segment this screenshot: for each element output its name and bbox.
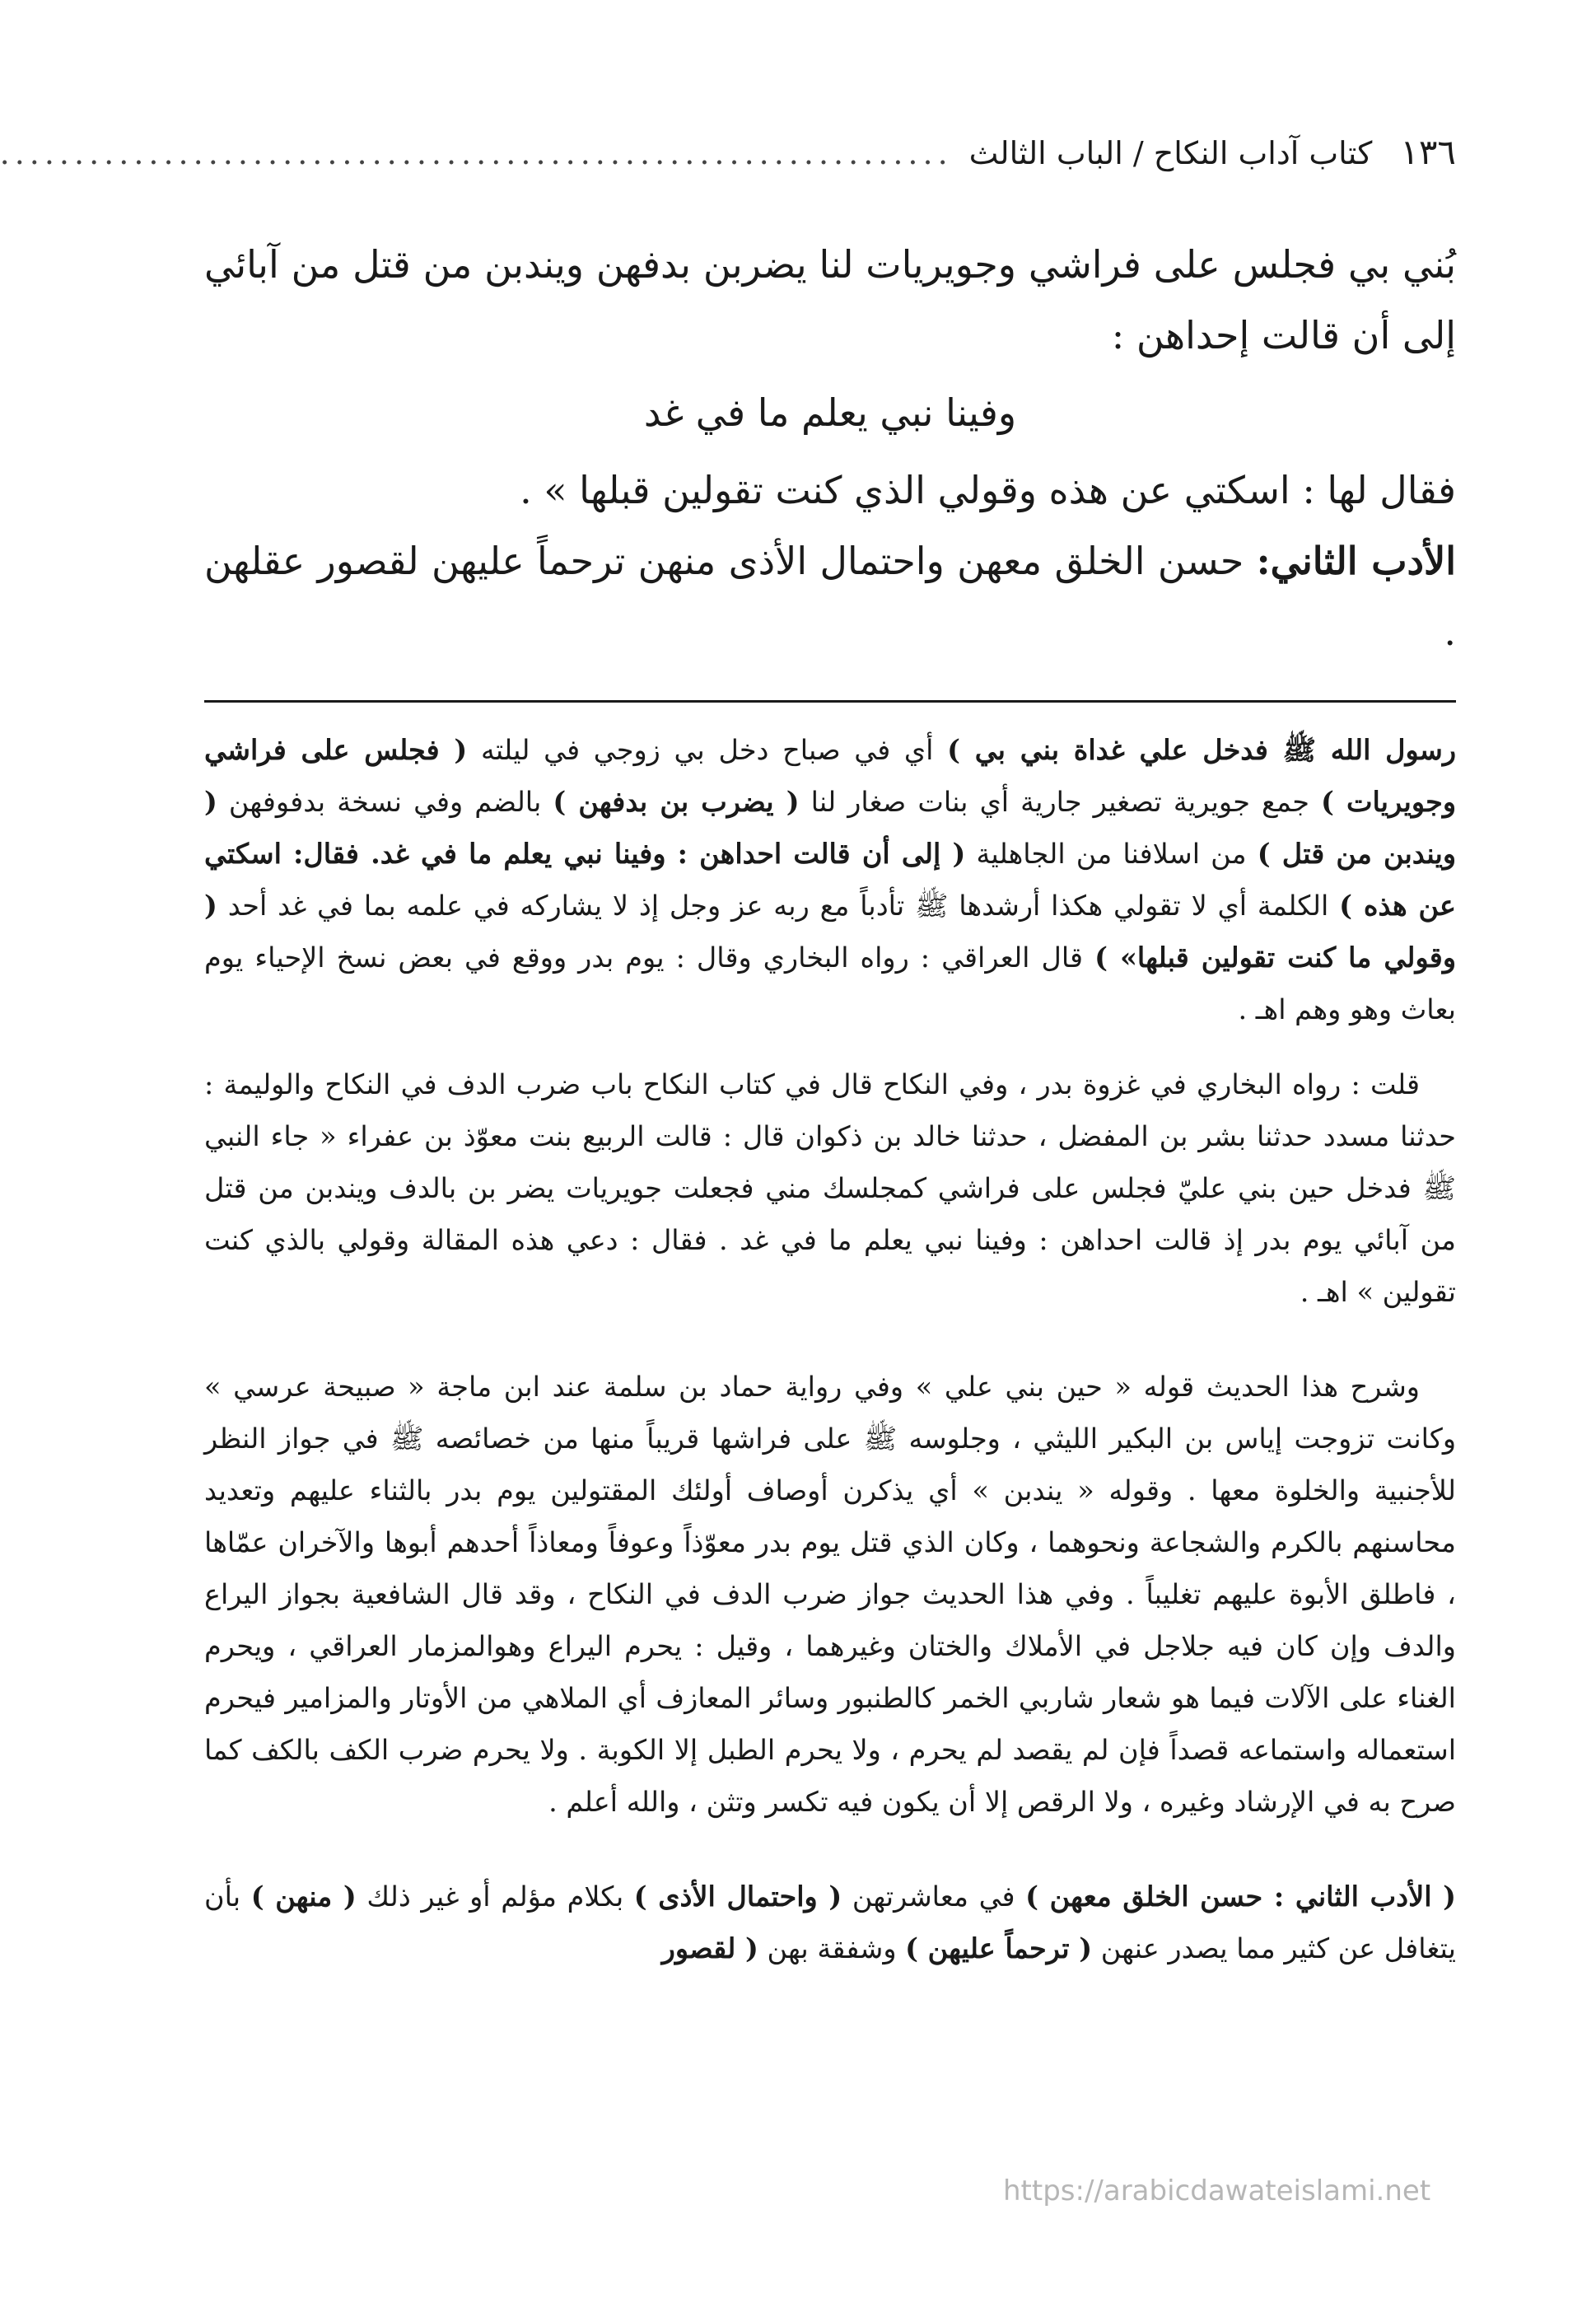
commentary-text: أي في صباح دخل بي زوجي في ليلته [467, 734, 948, 766]
quoted-phrase: ( ويندبن من قتل ) [204, 786, 1456, 870]
quoted-phrase: ( واحتمال الأذى ) [633, 1880, 842, 1913]
adab-heading: الأدب الثاني: [1256, 539, 1456, 583]
main-paragraph-1: بُني بي فجلس على فراشي وجويريات لنا يضربن بدفهن ويندبن من قتل من آبائي إلى أن قالت إحداهن : [204, 242, 1456, 357]
quoted-phrase: ( فجلس على فراشي وجويريات ) [204, 734, 1457, 818]
commentary-text: قال العراقي : رواه البخاري وقال : يوم بدر ووقع في بعض نسخ الإحياء يوم بعاث وهو وهم اهـ . [204, 941, 1456, 1025]
book-page [0, 124, 1457, 2232]
adab-text: حسن الخلق معهن واحتمال الأذى منهن ترحماً عليهن لقصور عقلهن . [204, 539, 1456, 654]
running-title: كتاب آداب النكاح / الباب الثالث [968, 135, 1373, 171]
quoted-phrase: ( الأدب الثاني : حسن الخلق معهن ) [1025, 1880, 1456, 1913]
commentary-text: بكلام مؤلم أو غير ذلك [356, 1880, 634, 1913]
quoted-phrase: ( يضرب بن بدفهن ) [553, 786, 800, 818]
main-text [204, 229, 1456, 667]
leader-dots: ................................................................ [0, 135, 953, 171]
commentary-text: وشفقة بهن [758, 1932, 906, 1964]
commentary-text: قلت : رواه البخاري في غزوة بدر ، وفي النكاح قال في كتاب النكاح باب ضرب الدف في النكاح والوليمة : حدثنا مسدد حدثنا بشر بن المفضل ، حدثنا خالد بن ذكوان قال : قالت الربيع بنت معوّذ بن عفراء « جاء النبي ﷺ فدخل حين بني عليّ فجلس على فراشي كمجلسك مني فجعلت جويريات يضر بن بالدف ويندبن من قتل من آبائي يوم بدر إذ قالت احداهن : وفينا نبي يعلم ما في غد . فقال : دعي هذه المقالة وقولي بالذي كنت تقولين » اهـ . [204, 1068, 1456, 1308]
commentary-text: بأن يتغافل عن كثير مما يصدر عنهن [204, 1880, 1456, 1964]
commentary-paragraph [204, 1361, 1456, 1828]
commentary-paragraph [204, 1058, 1456, 1318]
page-number: ١٣٦ [1400, 132, 1456, 172]
quoted-phrase: ( وقولي ما كنت تقولين قبلها» ) [204, 890, 1456, 974]
commentary-text: جمع جويرية تصغير جارية أي بنات صغار لنا [799, 786, 1321, 818]
commentary-text: في معاشرتهن [842, 1880, 1026, 1913]
footnote-divider [204, 700, 1456, 703]
quoted-phrase: ( لقصور [661, 1932, 758, 1964]
quoted-phrase: رسول الله ﷺ فدخل علي غداة بني بي ) [947, 734, 1456, 766]
commentary-paragraph [204, 1871, 1456, 1974]
quoted-phrase: ( منهن ) [250, 1880, 357, 1913]
quoted-phrase: ( ترحماً عليهن ) [905, 1932, 1093, 1964]
watermark-url: https://arabicdawateislami.net [1003, 2175, 1431, 2207]
adab-paragraph [204, 526, 1456, 667]
commentary-text: وشرح هذا الحديث قوله « حين بني علي » وفي رواية حماد بن سلمة عند ابن ماجة « صبيحة عرسي » وكانت تزوجت إياس بن البكير الليثي ، وجلوسه ﷺ على فراشها قريباً منها من خصائصه ﷺ في جواز النظر للأجنبية والخلوة معها . وقوله « يندبن » أي يذكرن أوصاف أولئك المقتولين يوم بدر بالثناء عليهم وتعديد محاسنهم بالكرم والشجاعة ونحوهما ، وكان الذي قتل يوم بدر معوّذاً وعوفاً ومعاذاً أحدهم أبوها والآخران عمّاها ، فاطلق الأبوة عليهم تغليباً . وفي هذا الحديث جواز ضرب الدف في النكاح ، وقد قال الشافعية بجواز اليراع والدف وإن كان فيه جلاجل في الأملاك والختان وغيرهما ، وقيل : يحرم اليراع وهوالمزمار العراقي ، ويحرم الغناء على الآلات فيما هو شعار شاربي الخمر كالطنبور وسائر المعازف أي الملاهي من الأوتار والمزامير فيحرم استعماله واستماعه قصداً فإن لم يقصد لم يحرم ، ولا يحرم الطبل إلا الكوبة . ولا يحرم ضرب الكف بالكف كما صرح به في الإرشاد وغيره ، ولا الرقص إلا أن يكون فيه تكسر وتثن ، والله أعلم . [204, 1371, 1456, 1818]
commentary-section [204, 724, 1456, 1974]
commentary-paragraph [204, 724, 1456, 1035]
commentary-text: من اسلافنا من الجاهلية [965, 838, 1258, 870]
commentary-text: الكلمة أي لا تقولي هكذا أرشدها ﷺ تأدباً مع ربه عز وجل إذ لا يشاركه في علمه بما في غد أحد [217, 890, 1340, 922]
quoted-phrase: ( إلى أن قالت احداهن : وفينا نبي يعلم ما في غد. فقال: اسكتي عن هذه ) [204, 838, 1456, 922]
commentary-text: بالضم وفي نسخة بدفوفهن [217, 786, 553, 818]
main-paragraph-2: فقال لها : اسكتي عن هذه وقولي الذي كنت تقولين قبلها » . [520, 468, 1456, 512]
poem-verse: وفينا نبي يعلم ما في غد [643, 390, 1017, 435]
page-header [0, 124, 1456, 181]
